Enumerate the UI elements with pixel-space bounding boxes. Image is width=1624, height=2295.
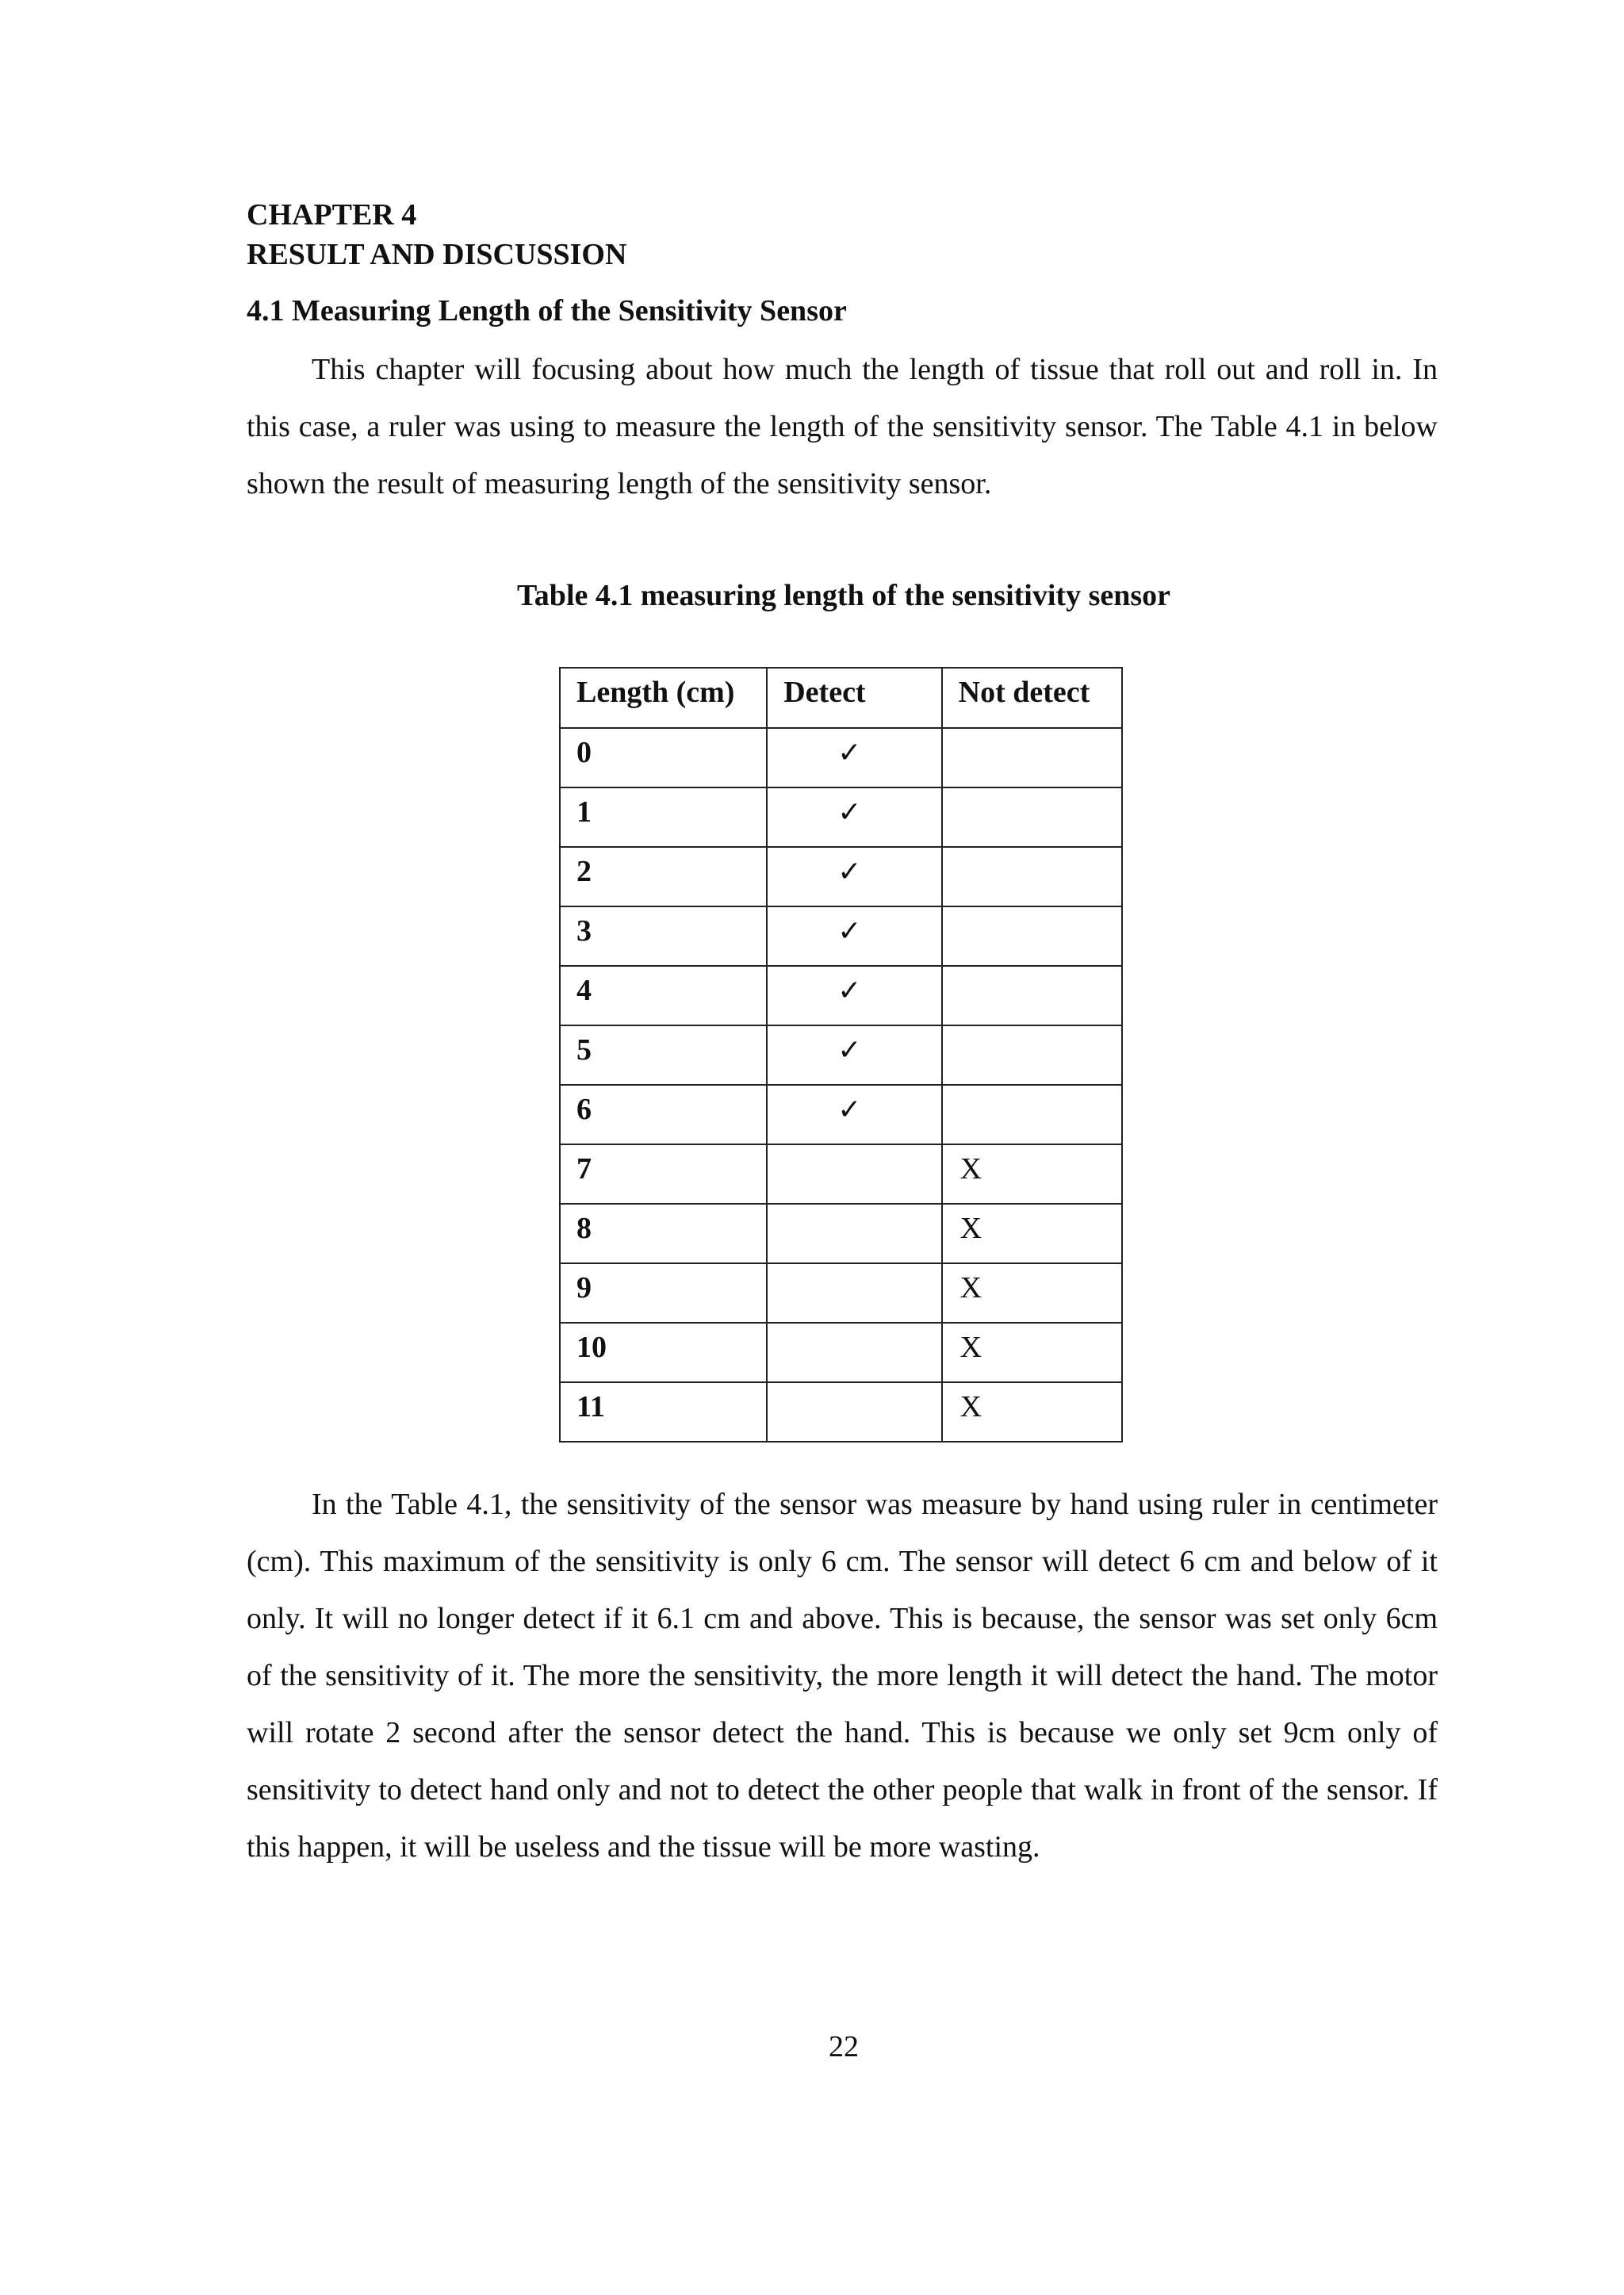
table-row: [560, 1204, 1122, 1263]
table-row: [560, 1144, 1122, 1204]
sensitivity-table: [559, 667, 1123, 1443]
cell-not-detect: X: [942, 1204, 1122, 1263]
checkmark-icon: ✓: [767, 906, 941, 966]
checkmark-icon: ✓: [767, 787, 941, 847]
cell-detect: [767, 1382, 941, 1442]
checkmark-icon: ✓: [767, 728, 941, 787]
table-row: [560, 847, 1122, 906]
cell-length: 6: [560, 1085, 767, 1144]
cell-not-detect: [942, 728, 1122, 787]
cell-detect: [767, 1204, 941, 1263]
cell-not-detect: X: [942, 1144, 1122, 1204]
column-header-detect: Detect: [767, 668, 941, 728]
intro-paragraph: This chapter will focusing about how much the length of tissue that roll out and roll in. In this case, a ruler was using to measure the length of the sensitivity sensor. The Table 4.1 in below shown the result of measuring length of the sensitivity sensor.: [247, 353, 1438, 500]
chapter-heading: [247, 195, 626, 274]
cell-length: 10: [560, 1323, 767, 1382]
cell-not-detect: [942, 906, 1122, 966]
cell-length: 1: [560, 787, 767, 847]
cell-length: 7: [560, 1144, 767, 1204]
cell-not-detect: X: [942, 1382, 1122, 1442]
cell-not-detect: [942, 787, 1122, 847]
cell-length: 9: [560, 1263, 767, 1323]
cell-not-detect: [942, 966, 1122, 1025]
discussion-paragraph: In the Table 4.1, the sensitivity of the sensor was measure by hand using ruler in centimeter (cm). This maximum of the sensitivity is only 6 cm. The sensor will detect 6 cm and below of it only. It will no longer detect if it 6.1 cm and above. This is because, the sensor was set only 6cm of the sensitivity of it. The more the sensitivity, the more length it will detect the hand. The motor will rotate 2 second after the sensor detect the hand. This is because we only set 9cm only of sensitivity to detect hand only and not to detect the other people that walk in front of the sensor. If this happen, it will be useless and the tissue will be more wasting.: [247, 1488, 1438, 1864]
table-row: [560, 1323, 1122, 1382]
cell-detect: [767, 1144, 941, 1204]
cell-not-detect: X: [942, 1263, 1122, 1323]
cell-not-detect: X: [942, 1323, 1122, 1382]
checkmark-icon: ✓: [767, 1085, 941, 1144]
table-row: [560, 1263, 1122, 1323]
column-header-length: Length (cm): [560, 668, 767, 728]
table-body: [560, 728, 1122, 1442]
checkmark-icon: ✓: [767, 1025, 941, 1085]
cell-length: 8: [560, 1204, 767, 1263]
cell-length: 5: [560, 1025, 767, 1085]
chapter-label: CHAPTER 4: [247, 198, 417, 232]
cell-not-detect: [942, 1025, 1122, 1085]
cell-not-detect: [942, 847, 1122, 906]
table-row: [560, 1025, 1122, 1085]
checkmark-icon: ✓: [767, 847, 941, 906]
cell-length: 4: [560, 966, 767, 1025]
cell-detect: [767, 1263, 941, 1323]
section-heading: 4.1 Measuring Length of the Sensitivity Sensor: [247, 294, 847, 328]
cell-detect: [767, 1323, 941, 1382]
table-row: [560, 906, 1122, 966]
cell-length: 3: [560, 906, 767, 966]
cell-not-detect: [942, 1085, 1122, 1144]
page-number: 22: [829, 2030, 859, 2063]
table-row: [560, 728, 1122, 787]
cell-length: 2: [560, 847, 767, 906]
cell-length: 0: [560, 728, 767, 787]
cell-length: 11: [560, 1382, 767, 1442]
table-row: [560, 787, 1122, 847]
table-header-row: [560, 668, 1122, 728]
table-row: [560, 1382, 1122, 1442]
table-row: [560, 1085, 1122, 1144]
column-header-not-detect: Not detect: [942, 668, 1122, 728]
table-row: [560, 966, 1122, 1025]
table-caption: Table 4.1 measuring length of the sensitivity sensor: [516, 579, 1171, 612]
checkmark-icon: ✓: [767, 966, 941, 1025]
chapter-title: RESULT AND DISCUSSION: [247, 238, 627, 271]
